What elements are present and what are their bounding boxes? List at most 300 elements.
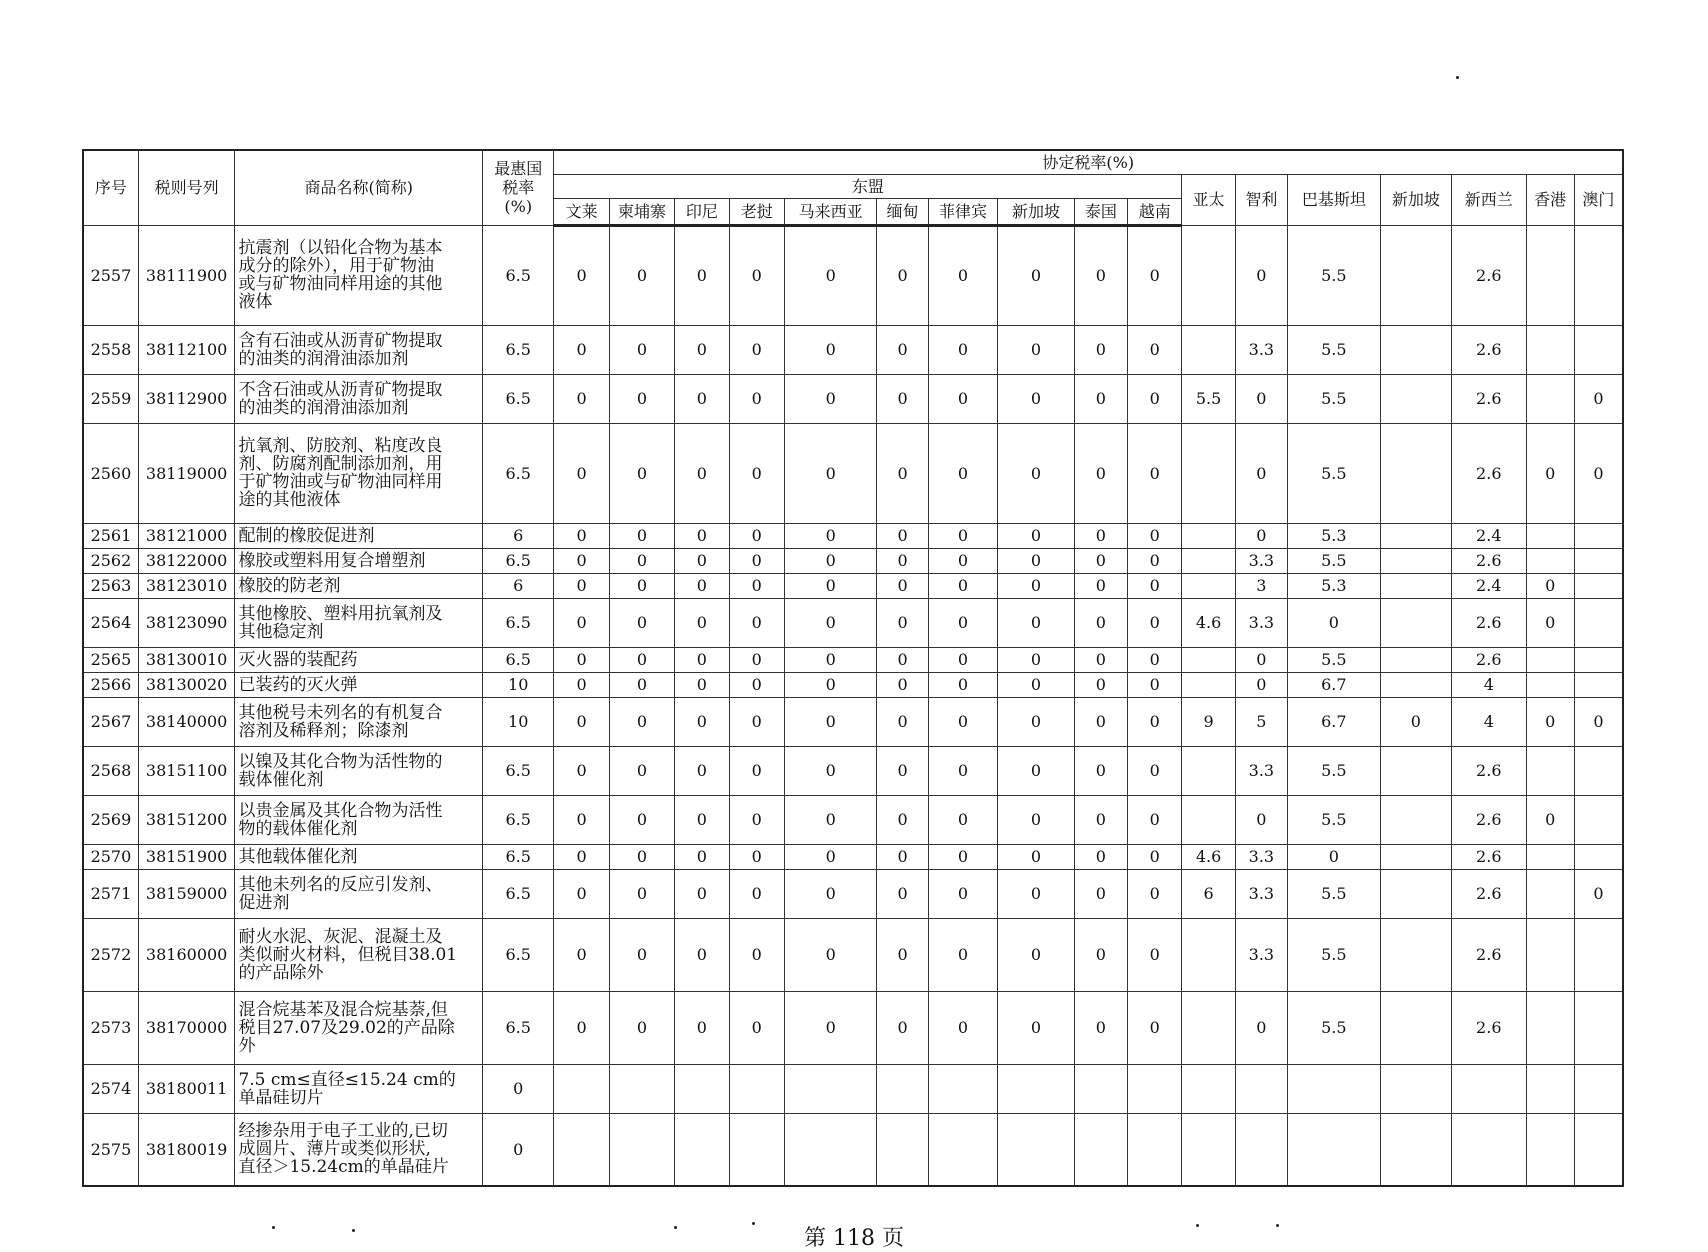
row-partner-rate bbox=[1182, 795, 1235, 844]
row-asean-rate: 0 bbox=[784, 325, 877, 374]
row-seq: 2565 bbox=[83, 647, 138, 672]
row-mfn-rate: 6.5 bbox=[483, 225, 554, 325]
row-partner-rate bbox=[1380, 746, 1451, 795]
row-partner-rate: 0 bbox=[1574, 423, 1623, 523]
row-partner-rate bbox=[1182, 548, 1235, 573]
row-name-line: 的产品除外 bbox=[238, 962, 324, 983]
row-asean-rate: 0 bbox=[1074, 672, 1127, 697]
row-partner-rate bbox=[1182, 225, 1235, 325]
row-seq: 2569 bbox=[83, 795, 138, 844]
row-asean-rate: 0 bbox=[877, 523, 928, 548]
row-name-line: 单晶硅切片 bbox=[238, 1087, 324, 1108]
header-mfn bbox=[483, 150, 554, 225]
row-code: 38112900 bbox=[138, 374, 235, 423]
row-partner-rate bbox=[1526, 1064, 1574, 1113]
row-partner-rate bbox=[1380, 374, 1451, 423]
row-partner-rate bbox=[1380, 548, 1451, 573]
row-asean-rate: 0 bbox=[928, 548, 997, 573]
row-asean-rate: 0 bbox=[1074, 991, 1127, 1064]
table-row bbox=[83, 697, 1623, 746]
row-asean-rate: 0 bbox=[554, 573, 609, 598]
row-asean-rate: 0 bbox=[877, 647, 928, 672]
row-partner-rate: 3.3 bbox=[1235, 869, 1287, 918]
row-partner-rate: 5.5 bbox=[1288, 991, 1381, 1064]
row-asean-rate: 0 bbox=[784, 746, 877, 795]
row-partner-rate: 6 bbox=[1182, 869, 1235, 918]
row-partner-rate: 2.6 bbox=[1452, 746, 1526, 795]
table-row bbox=[83, 795, 1623, 844]
row-partner-rate: 2.6 bbox=[1452, 869, 1526, 918]
row-name bbox=[235, 325, 483, 374]
row-asean-rate: 0 bbox=[928, 746, 997, 795]
row-asean-rate: 0 bbox=[554, 991, 609, 1064]
row-asean-rate: 0 bbox=[554, 647, 609, 672]
row-name-line: 其他稳定剂 bbox=[238, 621, 324, 642]
row-asean-rate: 0 bbox=[729, 423, 784, 523]
row-partner-rate bbox=[1182, 1064, 1235, 1113]
row-partner-rate bbox=[1182, 746, 1235, 795]
row-partner-rate: 0 bbox=[1235, 672, 1287, 697]
row-seq: 2562 bbox=[83, 548, 138, 573]
row-asean-rate: 0 bbox=[729, 697, 784, 746]
row-asean-rate: 0 bbox=[729, 225, 784, 325]
row-partner-rate bbox=[1526, 1113, 1574, 1186]
row-asean-rate: 0 bbox=[1074, 844, 1127, 869]
row-asean-rate: 0 bbox=[1074, 374, 1127, 423]
row-asean-rate: 0 bbox=[877, 697, 928, 746]
row-seq: 2564 bbox=[83, 598, 138, 647]
row-asean-rate: 0 bbox=[675, 374, 729, 423]
table-row bbox=[83, 918, 1623, 991]
row-partner-rate bbox=[1182, 573, 1235, 598]
row-asean-rate: 0 bbox=[877, 746, 928, 795]
row-partner-rate: 0 bbox=[1235, 991, 1287, 1064]
row-partner-rate bbox=[1526, 647, 1574, 672]
row-name-line: 剂、防腐剂配制添加剂，用 bbox=[238, 454, 443, 474]
row-asean-rate: 0 bbox=[877, 991, 928, 1064]
row-asean-rate: 0 bbox=[928, 423, 997, 523]
table-row bbox=[83, 1113, 1623, 1186]
row-partner-rate bbox=[1452, 1113, 1526, 1186]
row-asean-rate: 0 bbox=[1128, 325, 1182, 374]
row-asean-rate: 0 bbox=[609, 869, 674, 918]
header-partner: 新加坡 bbox=[1380, 174, 1451, 225]
row-asean-rate: 0 bbox=[1074, 918, 1127, 991]
row-asean-rate: 0 bbox=[729, 795, 784, 844]
row-asean-rate: 0 bbox=[729, 918, 784, 991]
row-asean-rate: 0 bbox=[928, 795, 997, 844]
row-mfn-rate: 6.5 bbox=[483, 795, 554, 844]
row-name bbox=[235, 795, 483, 844]
row-name bbox=[235, 697, 483, 746]
row-partner-rate: 2.6 bbox=[1452, 548, 1526, 573]
table-row bbox=[83, 598, 1623, 647]
row-name-line: 混合烷基苯及混合烷基萘,但 bbox=[238, 999, 448, 1020]
header-name: 商品名称(简称) bbox=[235, 150, 483, 225]
row-asean-rate: 0 bbox=[998, 869, 1074, 918]
row-asean-rate: 0 bbox=[609, 423, 674, 523]
row-partner-rate: 2.6 bbox=[1452, 598, 1526, 647]
row-partner-rate bbox=[1182, 1113, 1235, 1186]
row-asean-rate: 0 bbox=[1074, 548, 1127, 573]
scan-speck bbox=[1456, 76, 1459, 79]
row-partner-rate bbox=[1526, 548, 1574, 573]
row-mfn-rate: 6.5 bbox=[483, 869, 554, 918]
row-code: 38140000 bbox=[138, 697, 235, 746]
row-asean-rate: 0 bbox=[609, 991, 674, 1064]
row-asean-rate: 0 bbox=[554, 672, 609, 697]
row-name-line: 的油类的润滑油添加剂 bbox=[238, 348, 409, 369]
row-partner-rate: 2.6 bbox=[1452, 225, 1526, 325]
row-asean-rate bbox=[554, 1113, 609, 1186]
row-asean-rate bbox=[998, 1064, 1074, 1113]
row-name-line: 液体 bbox=[238, 292, 273, 312]
row-partner-rate bbox=[1574, 598, 1623, 647]
row-code: 38159000 bbox=[138, 869, 235, 918]
row-asean-rate: 0 bbox=[998, 844, 1074, 869]
row-partner-rate bbox=[1574, 225, 1623, 325]
row-asean-rate: 0 bbox=[675, 869, 729, 918]
row-name-line: 外 bbox=[238, 1035, 256, 1056]
row-mfn-rate: 6.5 bbox=[483, 423, 554, 523]
row-partner-rate: 0 bbox=[1526, 573, 1574, 598]
row-name-line: 橡胶的防老剂 bbox=[238, 575, 341, 596]
row-partner-rate: 5.5 bbox=[1288, 647, 1381, 672]
row-name-line: 抗氧剂、防胶剂、粘度改良 bbox=[238, 436, 443, 456]
row-code: 38160000 bbox=[138, 918, 235, 991]
row-asean-rate: 0 bbox=[554, 869, 609, 918]
row-code: 38121000 bbox=[138, 523, 235, 548]
header-asean-country: 越南 bbox=[1128, 198, 1182, 225]
row-asean-rate: 0 bbox=[877, 374, 928, 423]
row-partner-rate: 2.4 bbox=[1452, 523, 1526, 548]
row-asean-rate bbox=[877, 1113, 928, 1186]
row-asean-rate: 0 bbox=[729, 991, 784, 1064]
row-asean-rate: 0 bbox=[1074, 647, 1127, 672]
row-asean-rate: 0 bbox=[877, 598, 928, 647]
row-seq: 2563 bbox=[83, 573, 138, 598]
row-partner-rate bbox=[1235, 1113, 1287, 1186]
row-asean-rate: 0 bbox=[877, 844, 928, 869]
row-partner-rate bbox=[1380, 795, 1451, 844]
row-partner-rate bbox=[1574, 523, 1623, 548]
row-asean-rate: 0 bbox=[609, 844, 674, 869]
row-mfn-rate: 6 bbox=[483, 523, 554, 548]
row-partner-rate: 3.3 bbox=[1235, 918, 1287, 991]
table-row bbox=[83, 647, 1623, 672]
row-asean-rate: 0 bbox=[729, 325, 784, 374]
row-partner-rate bbox=[1526, 991, 1574, 1064]
row-asean-rate: 0 bbox=[1128, 918, 1182, 991]
row-partner-rate bbox=[1380, 647, 1451, 672]
row-asean-rate: 0 bbox=[784, 918, 877, 991]
row-asean-rate: 0 bbox=[1074, 598, 1127, 647]
row-asean-rate: 0 bbox=[1074, 697, 1127, 746]
row-asean-rate: 0 bbox=[877, 548, 928, 573]
row-partner-rate bbox=[1380, 598, 1451, 647]
header-mfn-line1: 最惠国 bbox=[494, 159, 543, 179]
row-asean-rate: 0 bbox=[784, 991, 877, 1064]
row-seq: 2567 bbox=[83, 697, 138, 746]
row-asean-rate: 0 bbox=[675, 325, 729, 374]
row-partner-rate bbox=[1380, 918, 1451, 991]
row-name bbox=[235, 647, 483, 672]
table-row bbox=[83, 573, 1623, 598]
row-partner-rate bbox=[1380, 1113, 1451, 1186]
row-partner-rate bbox=[1380, 1064, 1451, 1113]
row-asean-rate: 0 bbox=[877, 573, 928, 598]
row-asean-rate: 0 bbox=[998, 918, 1074, 991]
row-asean-rate: 0 bbox=[554, 225, 609, 325]
row-asean-rate bbox=[1074, 1113, 1127, 1186]
row-asean-rate: 0 bbox=[877, 918, 928, 991]
row-partner-rate: 0 bbox=[1288, 844, 1381, 869]
row-name bbox=[235, 573, 483, 598]
row-asean-rate bbox=[784, 1113, 877, 1186]
row-partner-rate: 5.5 bbox=[1288, 795, 1381, 844]
row-partner-rate: 5.5 bbox=[1182, 374, 1235, 423]
row-partner-rate: 2.6 bbox=[1452, 844, 1526, 869]
row-partner-rate bbox=[1574, 918, 1623, 991]
row-name-line: 不含石油或从沥青矿物提取 bbox=[238, 379, 443, 400]
row-asean-rate bbox=[784, 1064, 877, 1113]
row-code: 38123010 bbox=[138, 573, 235, 598]
table-row bbox=[83, 746, 1623, 795]
row-mfn-rate: 6.5 bbox=[483, 647, 554, 672]
row-asean-rate: 0 bbox=[928, 325, 997, 374]
row-name-line: 以贵金属及其化合物为活性 bbox=[238, 800, 443, 821]
row-mfn-rate: 6.5 bbox=[483, 598, 554, 647]
row-partner-rate bbox=[1380, 423, 1451, 523]
row-asean-rate: 0 bbox=[928, 374, 997, 423]
row-asean-rate: 0 bbox=[675, 746, 729, 795]
row-name bbox=[235, 844, 483, 869]
row-name-line: 的油类的润滑油添加剂 bbox=[238, 397, 409, 418]
row-asean-rate: 0 bbox=[784, 374, 877, 423]
row-asean-rate bbox=[729, 1064, 784, 1113]
row-partner-rate bbox=[1574, 548, 1623, 573]
row-code: 38180019 bbox=[138, 1113, 235, 1186]
row-asean-rate: 0 bbox=[1074, 869, 1127, 918]
row-asean-rate: 0 bbox=[729, 672, 784, 697]
row-asean-rate: 0 bbox=[1074, 423, 1127, 523]
row-mfn-rate: 0 bbox=[483, 1113, 554, 1186]
table-row bbox=[83, 869, 1623, 918]
scan-speck bbox=[752, 1222, 755, 1225]
row-asean-rate: 0 bbox=[675, 225, 729, 325]
row-partner-rate: 0 bbox=[1235, 647, 1287, 672]
row-asean-rate: 0 bbox=[554, 598, 609, 647]
row-asean-rate: 0 bbox=[1128, 523, 1182, 548]
table-row bbox=[83, 423, 1623, 523]
row-asean-rate: 0 bbox=[1074, 795, 1127, 844]
row-partner-rate bbox=[1526, 523, 1574, 548]
row-partner-rate bbox=[1380, 523, 1451, 548]
row-asean-rate: 0 bbox=[609, 647, 674, 672]
row-partner-rate: 4.6 bbox=[1182, 598, 1235, 647]
row-asean-rate bbox=[1074, 1064, 1127, 1113]
table-row bbox=[83, 991, 1623, 1064]
row-asean-rate: 0 bbox=[877, 869, 928, 918]
row-partner-rate bbox=[1574, 1113, 1623, 1186]
row-partner-rate bbox=[1380, 573, 1451, 598]
row-partner-rate: 0 bbox=[1235, 374, 1287, 423]
row-asean-rate: 0 bbox=[675, 423, 729, 523]
row-seq: 2571 bbox=[83, 869, 138, 918]
row-partner-rate: 0 bbox=[1235, 423, 1287, 523]
row-asean-rate: 0 bbox=[784, 795, 877, 844]
row-name bbox=[235, 918, 483, 991]
row-seq: 2560 bbox=[83, 423, 138, 523]
row-asean-rate: 0 bbox=[729, 573, 784, 598]
row-partner-rate: 5 bbox=[1235, 697, 1287, 746]
row-asean-rate: 0 bbox=[554, 423, 609, 523]
row-asean-rate: 0 bbox=[609, 523, 674, 548]
row-asean-rate bbox=[928, 1113, 997, 1186]
header-partner: 巴基斯坦 bbox=[1288, 174, 1381, 225]
header-asean-country: 缅甸 bbox=[877, 198, 928, 225]
header-asean-country: 新加坡 bbox=[998, 198, 1074, 225]
row-asean-rate: 0 bbox=[1128, 573, 1182, 598]
row-asean-rate: 0 bbox=[928, 697, 997, 746]
row-asean-rate: 0 bbox=[998, 423, 1074, 523]
row-asean-rate: 0 bbox=[928, 991, 997, 1064]
row-asean-rate: 0 bbox=[554, 918, 609, 991]
row-asean-rate bbox=[609, 1064, 674, 1113]
row-asean-rate: 0 bbox=[1074, 573, 1127, 598]
scan-speck bbox=[1276, 1224, 1279, 1227]
row-asean-rate: 0 bbox=[1128, 746, 1182, 795]
row-asean-rate: 0 bbox=[784, 548, 877, 573]
header-asean-country: 文莱 bbox=[554, 198, 609, 225]
header-asean-country: 马来西亚 bbox=[784, 198, 877, 225]
row-asean-rate: 0 bbox=[1128, 795, 1182, 844]
header-partner: 香港 bbox=[1526, 174, 1574, 225]
row-name-line: 抗震剂（以铅化合物为基本 bbox=[238, 238, 443, 258]
table-row bbox=[83, 225, 1623, 325]
row-asean-rate: 0 bbox=[729, 523, 784, 548]
row-partner-rate bbox=[1574, 795, 1623, 844]
row-asean-rate: 0 bbox=[554, 548, 609, 573]
row-partner-rate: 2.6 bbox=[1452, 795, 1526, 844]
row-name-line: 橡胶或塑料用复合增塑剂 bbox=[238, 550, 426, 571]
row-name-line: 于矿物油或与矿物油同样用 bbox=[238, 472, 443, 492]
row-asean-rate: 0 bbox=[998, 991, 1074, 1064]
row-partner-rate: 0 bbox=[1526, 697, 1574, 746]
row-partner-rate bbox=[1380, 869, 1451, 918]
row-mfn-rate: 6.5 bbox=[483, 991, 554, 1064]
row-asean-rate: 0 bbox=[1074, 523, 1127, 548]
row-name-line: 配制的橡胶促进剂 bbox=[238, 525, 375, 546]
header-asean-country: 泰国 bbox=[1074, 198, 1127, 225]
row-name-line: 其他载体催化剂 bbox=[238, 846, 358, 867]
row-partner-rate: 0 bbox=[1574, 869, 1623, 918]
header-partner: 澳门 bbox=[1574, 174, 1623, 225]
row-asean-rate: 0 bbox=[675, 548, 729, 573]
row-name-line: 经掺杂用于电子工业的,已切 bbox=[238, 1121, 448, 1142]
row-asean-rate: 0 bbox=[998, 598, 1074, 647]
row-asean-rate: 0 bbox=[1074, 325, 1127, 374]
row-asean-rate bbox=[675, 1113, 729, 1186]
row-seq: 2575 bbox=[83, 1113, 138, 1186]
row-asean-rate: 0 bbox=[998, 548, 1074, 573]
row-partner-rate: 3.3 bbox=[1235, 598, 1287, 647]
row-mfn-rate: 6.5 bbox=[483, 746, 554, 795]
row-asean-rate: 0 bbox=[784, 647, 877, 672]
row-partner-rate: 0 bbox=[1235, 225, 1287, 325]
row-asean-rate: 0 bbox=[609, 374, 674, 423]
row-partner-rate bbox=[1182, 672, 1235, 697]
scan-speck bbox=[1196, 1224, 1199, 1227]
row-asean-rate: 0 bbox=[1128, 225, 1182, 325]
row-asean-rate: 0 bbox=[1128, 374, 1182, 423]
row-partner-rate: 3 bbox=[1235, 573, 1287, 598]
row-name-line: 含有石油或从沥青矿物提取 bbox=[238, 330, 443, 351]
row-seq: 2573 bbox=[83, 991, 138, 1064]
header-code: 税则号列 bbox=[138, 150, 235, 225]
row-partner-rate: 5.5 bbox=[1288, 374, 1381, 423]
row-partner-rate bbox=[1380, 672, 1451, 697]
row-partner-rate: 4 bbox=[1452, 672, 1526, 697]
row-partner-rate: 2.6 bbox=[1452, 991, 1526, 1064]
row-name bbox=[235, 1113, 483, 1186]
row-partner-rate bbox=[1182, 647, 1235, 672]
row-asean-rate: 0 bbox=[998, 523, 1074, 548]
row-asean-rate: 0 bbox=[877, 325, 928, 374]
row-name-line: 已装药的灭火弹 bbox=[238, 674, 358, 695]
row-partner-rate bbox=[1182, 325, 1235, 374]
row-asean-rate: 0 bbox=[729, 598, 784, 647]
row-name bbox=[235, 374, 483, 423]
row-code: 38151200 bbox=[138, 795, 235, 844]
row-name-line: 载体催化剂 bbox=[238, 769, 324, 790]
row-name-line: 7.5 cm≤直径≤15.24 cm的 bbox=[238, 1069, 456, 1090]
row-asean-rate: 0 bbox=[928, 918, 997, 991]
row-asean-rate: 0 bbox=[675, 598, 729, 647]
row-partner-rate bbox=[1235, 1064, 1287, 1113]
row-seq: 2566 bbox=[83, 672, 138, 697]
row-name bbox=[235, 598, 483, 647]
row-seq: 2574 bbox=[83, 1064, 138, 1113]
row-asean-rate: 0 bbox=[675, 647, 729, 672]
row-asean-rate: 0 bbox=[554, 844, 609, 869]
row-name bbox=[235, 423, 483, 523]
row-mfn-rate: 6 bbox=[483, 573, 554, 598]
header-asean-country: 菲律宾 bbox=[928, 198, 997, 225]
page-number: 第 118 页 bbox=[804, 1226, 904, 1251]
row-partner-rate bbox=[1182, 523, 1235, 548]
row-seq: 2557 bbox=[83, 225, 138, 325]
row-partner-rate: 5.5 bbox=[1288, 918, 1381, 991]
row-name-line: 成圆片、薄片或类似形状, bbox=[238, 1139, 431, 1160]
row-asean-rate: 0 bbox=[675, 672, 729, 697]
row-partner-rate bbox=[1574, 991, 1623, 1064]
row-asean-rate bbox=[1128, 1064, 1182, 1113]
row-code: 38122000 bbox=[138, 548, 235, 573]
row-code: 38130020 bbox=[138, 672, 235, 697]
row-asean-rate: 0 bbox=[1128, 844, 1182, 869]
row-asean-rate: 0 bbox=[1128, 869, 1182, 918]
header-asean-country: 柬埔寨 bbox=[609, 198, 674, 225]
row-seq: 2558 bbox=[83, 325, 138, 374]
row-asean-rate: 0 bbox=[609, 795, 674, 844]
row-partner-rate: 0 bbox=[1380, 697, 1451, 746]
row-asean-rate: 0 bbox=[554, 523, 609, 548]
row-partner-rate bbox=[1526, 844, 1574, 869]
row-partner-rate: 0 bbox=[1288, 598, 1381, 647]
row-asean-rate: 0 bbox=[1128, 991, 1182, 1064]
row-seq: 2568 bbox=[83, 746, 138, 795]
